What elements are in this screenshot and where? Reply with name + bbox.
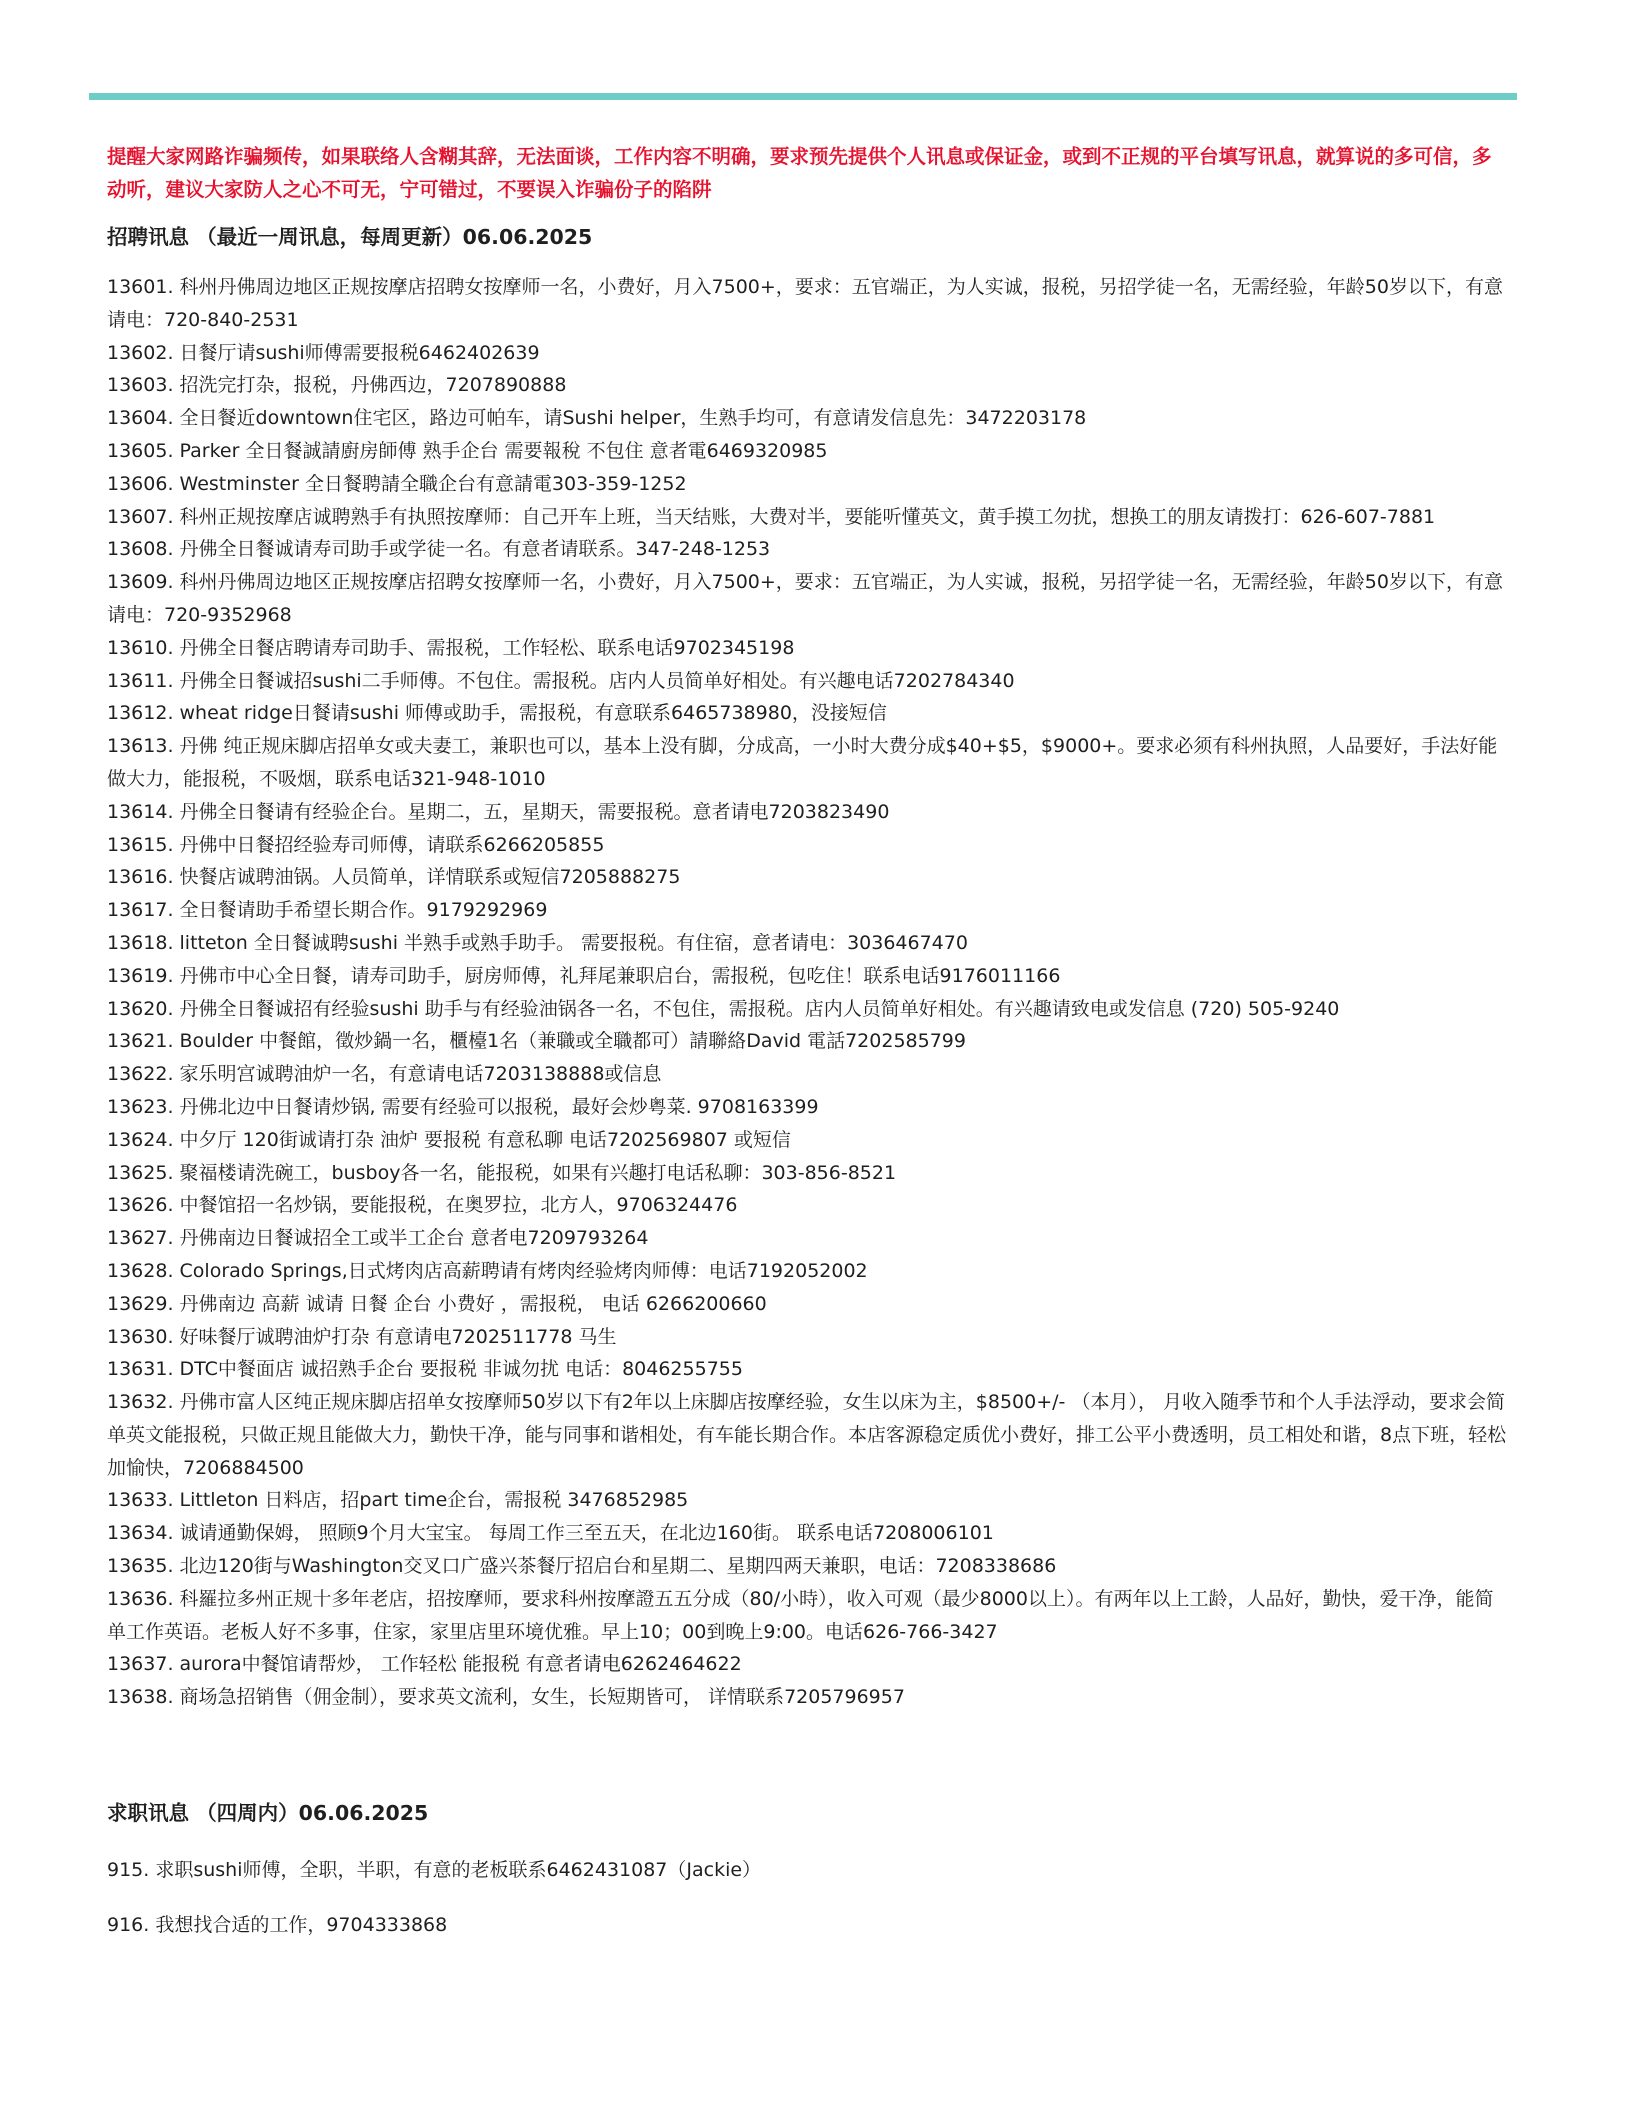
job-item: 13626. 中餐馆招一名炒锅，要能报税，在奥罗拉，北方人，9706324476 xyxy=(107,1194,738,1217)
job-item: 13636. 科羅拉多州正规十多年老店，招按摩师，要求科州按摩證五五分成（80/小時），收入可观（最少8000以上）。有两年以上工龄，人品好，勤快，爱干净，能简单工作英语。老板人好不多事，住家，家里店里环境优雅。早上10；00到晚上9:00。电话626-766-3427 xyxy=(107,1587,1494,1643)
job-item: 13620. 丹佛全日餐诚招有经验sushi 助手与有经验油锅各一名，不包住，需报税。店内人员简单好相处。有兴趣请致电或发信息 (720) 505-9240 xyxy=(107,997,1340,1020)
job-item: 13618. litteton 全日餐诚聘sushi 半熟手或熟手助手。 需要报税。有住宿，意者请电：3036467470 xyxy=(107,931,968,954)
job-item: 13617. 全日餐请助手希望长期合作。9179292969 xyxy=(107,899,548,922)
job-item: 13615. 丹佛中日餐招经验寿司师傅，请联系6266205855 xyxy=(107,833,605,856)
job-item: 13608. 丹佛全日餐诚请寿司助手或学徒一名。有意者请联系。347-248-1253 xyxy=(107,538,771,561)
job-item: 13632. 丹佛市富人区纯正规床脚店招单女按摩师50岁以下有2年以上床脚店按摩经验，女生以床为主，$8500+/- （本月）， 月收入随季节和个人手法浮动，要求会简单英文能报税，只做正规且能做大力，勤快干净，能与同事和谐相处，有车能长期合作。本店客源稳定质优小费好，排工公平小费透明，员工相处和谐，8点下班，轻松加愉快，7206884500 xyxy=(107,1391,1507,1479)
top-divider xyxy=(89,93,1517,100)
job-item: 13637. aurora中餐馆请帮炒， 工作轻松 能报税 有意者请电6262464622 xyxy=(107,1653,742,1676)
job-item: 13614. 丹佛全日餐请有经验企台。星期二，五，星期天，需要报税。意者请电7203823490 xyxy=(107,800,890,823)
job-item: 13633. Littleton 日料店，招part time企台，需报税 3476852985 xyxy=(107,1489,689,1512)
job-item: 13634. 诚请通勤保姆， 照顾9个月大宝宝。 每周工作三至五天，在北边160街。 联系电话7208006101 xyxy=(107,1522,994,1545)
job-item: 13605. Parker 全日餐誠請廚房師傅 熟手企台 需要報稅 不包住 意者電6469320985 xyxy=(107,439,828,462)
job-item: 13629. 丹佛南边 高薪 诚请 日餐 企台 小费好 ，需报税， 电话 6266200660 xyxy=(107,1292,767,1315)
seeking-item: 915. 求职sushi师傅，全职，半职，有意的老板联系6462431087（Jackie） xyxy=(107,1859,762,1882)
job-item: 13625. 聚福楼请洗碗工，busboy各一名，能报税，如果有兴趣打电话私聊：303-856-8521 xyxy=(107,1161,897,1184)
job-item: 13612. wheat ridge日餐请sushi 师傅或助手，需报税，有意联系6465738980，没接短信 xyxy=(107,702,887,725)
job-item: 13628. Colorado Springs,日式烤肉店高薪聘请有烤肉经验烤肉师傅：电话7192052002 xyxy=(107,1259,868,1282)
job-item: 13638. 商场急招销售（佣金制），要求英文流利，女生，长短期皆可， 详情联系7205796957 xyxy=(107,1686,905,1709)
job-item: 13603. 招洗完打杂，报税，丹佛西边，7207890888 xyxy=(107,374,567,397)
job-item: 13609. 科州丹佛周边地区正规按摩店招聘女按摩师一名，小费好，月入7500+，要求：五官端正，为人实诚，报税，另招学徒一名，无需经验，年龄50岁以下，有意请电：720-9352968 xyxy=(107,571,1503,626)
job-item: 13622. 家乐明宫诚聘油炉一名，有意请电话7203138888或信息 xyxy=(107,1063,662,1086)
job-item: 13630. 好味餐厅诚聘油炉打杂 有意请电7202511778 马生 xyxy=(107,1325,617,1348)
job-item: 13623. 丹佛北边中日餐请炒锅, 需要有经验可以报税，最好会炒粤菜. 9708163399 xyxy=(107,1095,819,1118)
page-content xyxy=(107,140,1507,1964)
job-item: 13613. 丹佛 纯正规床脚店招单女或夫妻工，兼职也可以，基本上没有脚，分成高，一小时大费分成$40+$5，$9000+。要求必须有科州执照，人品要好，手法好能做大力，能报税，不吸烟，联系电话321-948-1010 xyxy=(107,735,1498,790)
job-item: 13624. 中夕厅 120街诚请打杂 油炉 要报税 有意私聊 电话7202569807 或短信 xyxy=(107,1128,791,1151)
job-item: 13602. 日餐厅请sushi师傅需要报税6462402639 xyxy=(107,341,540,364)
jobs-section-title: 招聘讯息 （最近一周讯息，每周更新）06.06.2025 xyxy=(107,225,593,249)
job-item: 13610. 丹佛全日餐店聘请寿司助手、需报税，工作轻松、联系电话9702345198 xyxy=(107,636,795,659)
job-item: 13606. Westminster 全日餐聘請全職企台有意請電303-359-1252 xyxy=(107,472,687,495)
job-item: 13611. 丹佛全日餐诚招sushi二手师傅。不包住。需报税。店内人员简单好相处。有兴趣电话7202784340 xyxy=(107,669,1015,692)
job-item: 13607. 科州正规按摩店诚聘熟手有执照按摩师：自己开车上班，当天结账，大费对半，要能听懂英文，黄手摸工勿扰，想换工的朋友请拨打：626-607-7881 xyxy=(107,505,1436,528)
job-list xyxy=(107,271,1507,1714)
job-item: 13631. DTC中餐面店 诚招熟手企台 要报税 非诚勿扰 电话：8046255755 xyxy=(107,1358,743,1381)
job-item: 13627. 丹佛南边日餐诚招全工或半工企台 意者电7209793264 xyxy=(107,1227,649,1250)
job-item: 13635. 北边120街与Washington交叉口广盛兴茶餐厅招启台和星期二、星期四两天兼职，电话：7208338686 xyxy=(107,1555,1057,1578)
fraud-warning: 提醒大家网路诈骗频传，如果联络人含糊其辞，无法面谈，工作内容不明确，要求预先提供个人讯息或保证金，或到不正规的平台填写讯息，就算说的多可信，多动听，建议大家防人之心不可无，宁可错过，不要误入诈骗份子的陷阱 xyxy=(107,145,1492,201)
job-item: 13616. 快餐店诚聘油锅。人员简单，详情联系或短信7205888275 xyxy=(107,866,681,889)
job-item: 13619. 丹佛市中心全日餐，请寿司助手，厨房师傅，礼拜尾兼职启台，需报税，包吃住！联系电话9176011166 xyxy=(107,964,1061,987)
seeking-item: 916. 我想找合适的工作，9704333868 xyxy=(107,1914,448,1937)
job-item: 13604. 全日餐近downtown住宅区，路边可帕车，请Sushi helper，生熟手均可，有意请发信息先：3472203178 xyxy=(107,407,1087,430)
job-item: 13601. 科州丹佛周边地区正规按摩店招聘女按摩师一名，小费好，月入7500+，要求：五官端正，为人实诚，报税，另招学徒一名，无需经验，年龄50岁以下，有意请电：720-840-2531 xyxy=(107,276,1503,331)
seeking-section-title: 求职讯息 （四周内）06.06.2025 xyxy=(107,1801,429,1826)
job-item: 13621. Boulder 中餐館，徵炒鍋一名，櫃檯1名（兼職或全職都可）請聯絡David 電話7202585799 xyxy=(107,1030,966,1053)
